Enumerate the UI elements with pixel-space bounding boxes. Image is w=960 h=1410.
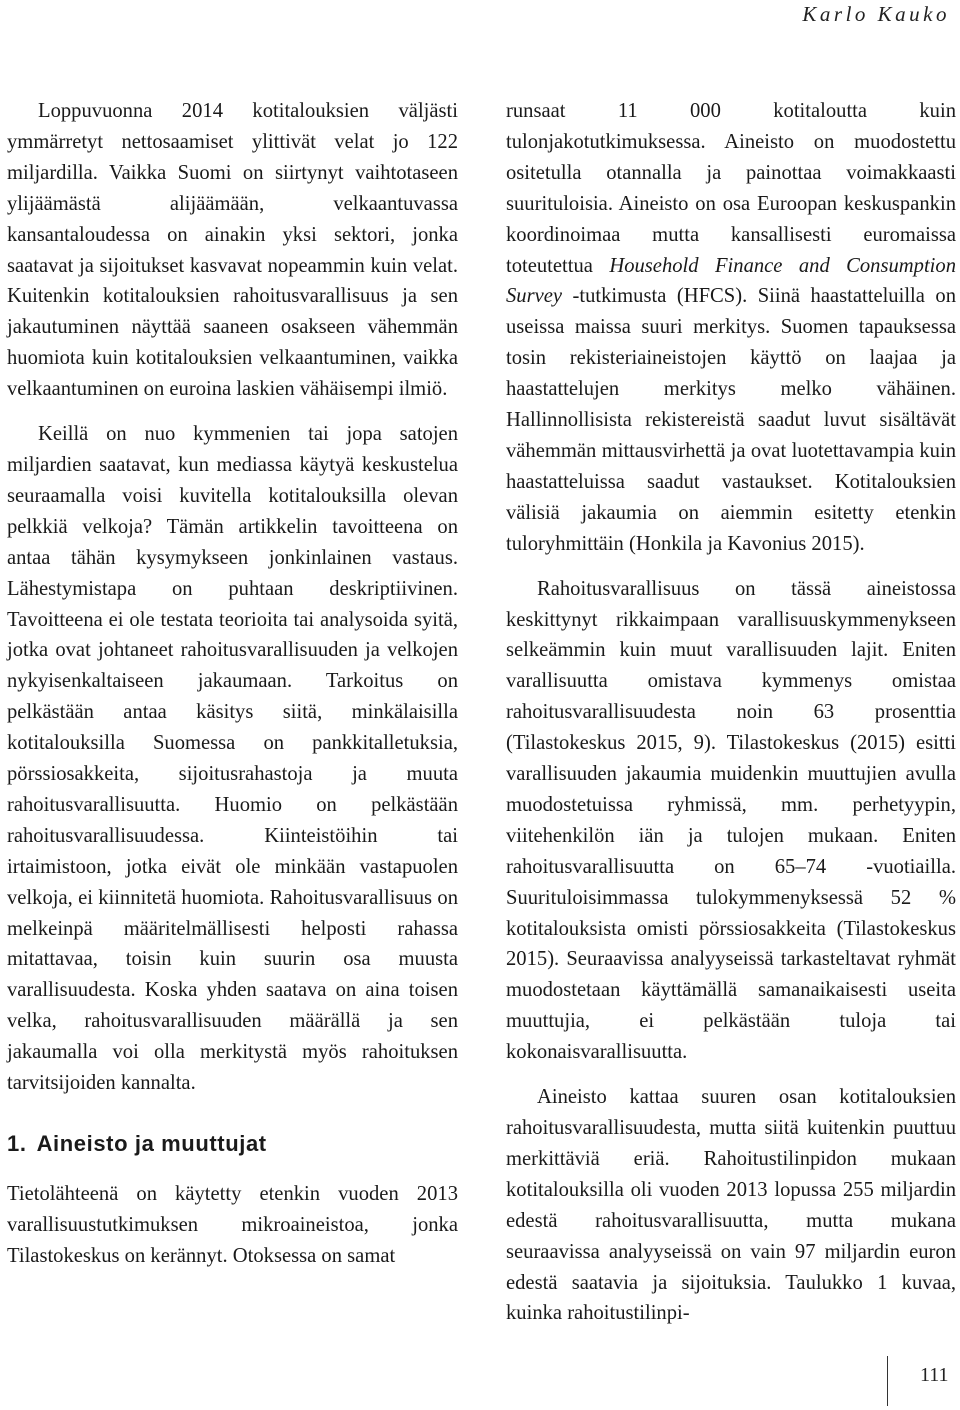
right-paragraph-2: Rahoitusvarallisuus on tässä aineistossa keskittynyt rikkaimpaan varallisuuskymmenykseen selkeämmin kuin muut varallisuuden lajit. Eniten varallisuutta omistava kymmenys omistaa rahoitusvarallisuudesta noin 63 prosenttia (Tilastokeskus 2015, 9). Tilastokeskus (2015) esitti varallisuuden jakaumia muidenkin muuttujien avulla muodostetuissa ryhmissä, mm. perhetyypin, viitehenkilön iän ja tulojen mukaan. Eniten rahoitusvarallisuutta on 65–74 -vuotiailla. Suurituloisimmassa tulokymmenyksessä 52 % kotitalouksista omisti pörssiosakkeita (Tilastokeskus 2015). Seuraavissa analyyseissä tarkasteltavat ryhmät muodostetaan käyttämällä samanaikaisesti useita muuttujia, ei pelkästään tuloja tai kokonaisvarallisuutta. [506, 577, 956, 1064]
page-number-rule [887, 1356, 888, 1406]
page-number: 111 [920, 1364, 949, 1386]
left-paragraph-1: Loppuvuonna 2014 kotitalouksien väljästi ymmärretyt nettosaamiset ylittivät velat jo 122 miljardilla. Vaikka Suomi on siirtynyt vaihtotaseen ylijäämästä alijäämään, velkaantuvassa kansantaloudessa on ainakin yksi sektori, jonka saatavat ja sijoitukset kasvavat nopeammin kuin velat. Kuitenkin kotitalouksien rahoitusvarallisuus ja sen jakautuminen näyttää saaneen osakseen vähemmän huomiota kuin kotitalouksien velkaantuminen, vaikka velkaantuminen on euroina laskien vähäisempi ilmiö. [7, 100, 458, 401]
right-paragraph-3: Aineisto kattaa suuren osan kotitalouksien rahoitusvarallisuudesta, mutta siitä kuitenkin puuttuu merkittäviä eriä. Rahoitustilinpidon mukaan kotitalouksilla oli vuoden 2013 lopussa 255 miljardin edestä rahoitusvarallisuutta, mutta mukana seuraavissa analyyseissä on vain 97 miljardin euron edestä saatavia ja sijoituksia. Taulukko 1 kuvaa, kuinka rahoitustilinpi- [506, 1086, 956, 1325]
running-head: Karlo Kauko [802, 2, 950, 26]
right-paragraph-1-text-a: runsaat 11 000 kotitaloutta kuin tulonjakotutkimuksessa. Aineisto on muodostettu ositetulla otannalla ja painottaa voimakkaasti suurituloisia. Aineisto on osa Euroopan keskuspankin koordinoimaa mutta kansallisesti euromaissa toteutettua [506, 100, 956, 277]
section-number: 1. [7, 1131, 27, 1156]
section-heading [7, 1129, 458, 1159]
right-column [506, 96, 956, 1329]
right-paragraph-1 [506, 96, 956, 560]
survey-name-italic: Household Finance and Consumption Survey [506, 254, 956, 308]
left-column [7, 96, 458, 1272]
right-paragraph-1-text-b: -tutkimusta (HFCS). Siinä haastatteluilla on useissa maissa suuri merkitys. Suomen tapauksessa tosin rekisteriaineistojen käyttö on laajaa ja haastattelujen merkitys melko vähäinen. Hallinnollisista rekistereistä saadut luvut sisältävät vähemmän mittausvirhettä ja ovat luotettavampia kuin haastatteluissa saadut vastaukset. Kotitalouksien välisiä jakaumia on aiemmin esitetty etenkin tuloryhmittäin (Honkila ja Kavonius 2015). [506, 285, 956, 555]
section-title: Aineisto ja muuttujat [36, 1131, 267, 1156]
left-paragraph-2: Keillä on nuo kymmenien tai jopa satojen miljardien saatavat, kun mediassa käytyä keskustelua seuraamalla voisi kuvitella kotitalouksilla olevan pelkkiä velkoja? Tämän artikkelin tavoitteena on antaa tähän kysymykseen jonkinlainen vastaus. Lähestymistapa on puhtaan deskriptiivinen. Tavoitteena ei ole testata teorioita tai analysoida syitä, jotka ovat johtaneet rahoitusvarallisuuden ja velkojen nykyisenkaltaiseen jakaumaan. Tarkoitus on pelkästään antaa käsitys siitä, minkälaisilla kotitalouksilla Suomessa on pankkitalletuksia, pörssiosakkeita, sijoitusrahastoja ja muuta rahoitusvarallisuutta. Huomio on pelkästään rahoitusvarallisuudessa. Kiinteistöihin tai irtaimistoon, jotka eivät ole minkään vastapuolen velkoja, ei kiinnitetä huomiota. Rahoitusvarallisuus on melkeinpä määritelmällisesti helposti rahassa mitattavaa, toisin kuin suurin osa muusta varallisuudesta. Koska yhden saatava on aina toisen velka, rahoitusvarallisuuden määrällä ja sen jakaumalla voi olla merkitystä myös rahoituksen tarvitsijoiden kannalta. [7, 423, 458, 1095]
left-paragraph-3: Tietolähteenä on käytetty etenkin vuoden 2013 varallisuustutkimuksen mikroaineistoa, jonka Tilastokeskus on kerännyt. Otoksessa on samat [7, 1183, 458, 1267]
